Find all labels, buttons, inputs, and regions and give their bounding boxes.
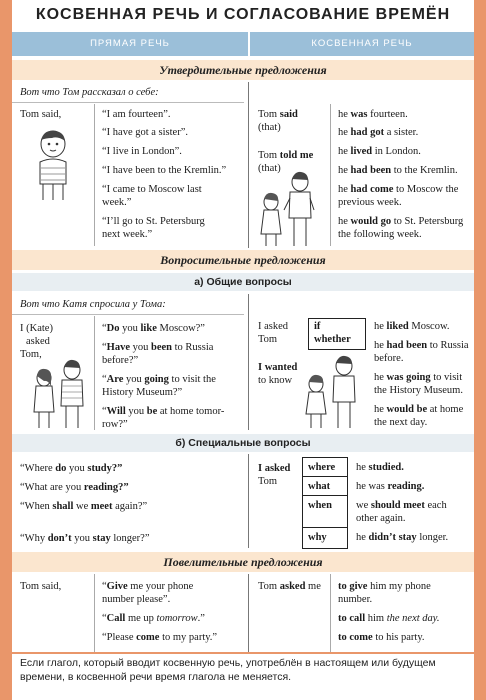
aux: Are: [106, 374, 124, 385]
subheader-general: а) Общие вопросы: [12, 273, 474, 291]
verb: going: [144, 374, 169, 385]
direct-sentence: “I live in London”.: [102, 146, 182, 157]
boy-illustration: [30, 128, 76, 202]
aux: Do: [106, 323, 120, 334]
quote: “: [102, 613, 107, 624]
rest: longer?”: [113, 533, 150, 544]
column-header-indirect: КОСВЕННАЯ РЕЧЬ: [250, 32, 474, 56]
reporting-phrase: to know: [258, 375, 293, 386]
verb: be: [146, 406, 158, 417]
rest: to Moscow the: [396, 184, 459, 195]
rest: to the Kremlin.: [393, 165, 458, 176]
subject: we: [76, 501, 89, 512]
subject: you: [128, 406, 145, 417]
infinitive: to give: [338, 581, 368, 592]
divider: [302, 495, 347, 496]
rest: in London.: [374, 146, 421, 157]
rest: fourteen.: [370, 109, 408, 120]
infinitive: to come: [338, 632, 373, 643]
verb: had come: [350, 184, 394, 195]
kids-illustration: [302, 352, 364, 430]
section-header-affirmative: Утвердительные предложения: [12, 60, 474, 80]
wh-word: where: [308, 462, 336, 473]
speaker-label: I (Kate): [20, 323, 53, 334]
pronoun: he: [338, 146, 348, 157]
rest: him: [367, 613, 385, 624]
verb: study?”: [87, 463, 123, 474]
pronoun: he: [338, 184, 348, 195]
verb: reading.: [387, 481, 425, 492]
subject: you: [126, 374, 142, 385]
rest: number please”.: [102, 594, 171, 605]
quote: “: [102, 342, 107, 353]
rest: at home tomor-: [159, 406, 225, 417]
rest: longer.: [419, 532, 449, 543]
direct-sentence: week.”: [102, 197, 132, 208]
rest: before.: [374, 353, 404, 364]
verb: like: [140, 323, 157, 334]
column-divider: [248, 82, 249, 248]
reporting-phrase: I asked: [258, 463, 291, 474]
direct-sentence: “I have got a sister”.: [102, 127, 189, 138]
wh-word: when: [308, 500, 332, 511]
wh-word: why: [308, 532, 327, 543]
rest: the next day.: [374, 417, 428, 428]
aux: do: [55, 463, 67, 474]
time-word: the next day.: [386, 613, 440, 624]
section-header-questions: Вопросительные предложения: [12, 250, 474, 270]
time-word: tomorrow: [156, 613, 198, 624]
pronoun: he: [338, 216, 348, 227]
infinitive: to call: [338, 613, 366, 624]
column-header-direct: ПРЯМАЯ РЕЧЬ: [12, 32, 248, 56]
direct-sentence: “I’ll go to St. Petersburg: [102, 216, 205, 227]
rest: History Museum?”: [102, 387, 183, 398]
wh-word: “When: [20, 501, 50, 512]
pronoun: he: [374, 404, 384, 415]
rest: number.: [338, 594, 373, 605]
verb: reading?”: [83, 482, 129, 493]
rest: to visit: [433, 372, 463, 383]
rest: to my party.”: [162, 632, 218, 643]
rest: Moscow?”: [159, 323, 205, 334]
verb: stay: [92, 533, 111, 544]
verb: was: [350, 109, 368, 120]
reporting-phrase: Tom: [258, 334, 278, 345]
pronoun: he: [338, 165, 348, 176]
pronoun: he: [374, 340, 384, 351]
verb: lived: [350, 146, 373, 157]
subject: Tom: [258, 109, 278, 120]
rest: to visit the: [171, 374, 216, 385]
subject: you: [74, 533, 91, 544]
connector: (that): [258, 122, 281, 133]
pronoun: he was: [356, 481, 385, 492]
direct-sentence: next week.”: [102, 229, 153, 240]
verb: been: [151, 342, 172, 353]
verb: had been: [350, 165, 392, 176]
aux: Have: [106, 342, 130, 353]
rest: each: [427, 500, 447, 511]
rest: Moscow.: [411, 321, 450, 332]
verb: didn’t stay: [368, 532, 417, 543]
rest: me up: [127, 613, 154, 624]
direct-sentence: “I am fourteen”.: [102, 109, 171, 120]
reporting-phrase: I asked: [258, 321, 289, 332]
conjunction: whether: [314, 334, 351, 345]
rest: to his party.: [375, 632, 425, 643]
reporting-verb: told me: [279, 150, 314, 161]
pronoun: he: [338, 127, 348, 138]
divider: [12, 652, 474, 654]
wh-word: “Why: [20, 533, 46, 544]
rest: the History Museum.: [374, 385, 463, 396]
quote: “: [102, 374, 107, 385]
rest: “Please: [102, 632, 134, 643]
verb: would go: [350, 216, 392, 227]
pronoun: he: [338, 109, 348, 120]
rest: other again.: [356, 513, 406, 524]
speaker-label: Tom,: [20, 349, 42, 360]
aux: shall: [52, 501, 74, 512]
page-title: КОСВЕННАЯ РЕЧЬ И СОГЛАСОВАНИЕ ВРЕМЁН: [35, 6, 451, 23]
divider: [12, 314, 244, 315]
divider: [94, 104, 95, 246]
divider: [302, 476, 347, 477]
subject: you: [132, 342, 149, 353]
aux: Will: [106, 406, 126, 417]
reporting-phrase: I wanted: [258, 362, 298, 373]
speaker-label: Tom said,: [20, 581, 62, 592]
wh-word: what: [308, 481, 331, 492]
divider: [330, 574, 331, 652]
rest: again?”: [115, 501, 148, 512]
pronoun: he: [374, 321, 384, 332]
verb: would be: [386, 404, 428, 415]
column-divider: [248, 574, 249, 652]
kids-illustration: [26, 356, 92, 430]
verb: had got: [350, 127, 385, 138]
rest: the following week.: [338, 229, 422, 240]
section-header-imperative: Повелительные предложения: [12, 552, 474, 572]
rest: previous week.: [338, 197, 402, 208]
divider: [302, 527, 347, 528]
footer-line: Если глагол, который вводит косвенную речь, употреблён в настоящем или будущем: [20, 657, 436, 669]
verb: Call: [106, 613, 126, 624]
section-intro: Вот что Том рассказал о себе:: [20, 87, 159, 98]
quote: “: [102, 406, 107, 417]
verb: meet: [90, 501, 113, 512]
object: me: [308, 581, 321, 592]
quote: “: [102, 323, 107, 334]
rest: before?”: [102, 355, 139, 366]
rest: at home: [429, 404, 464, 415]
subject: you: [68, 463, 85, 474]
footer-line: времени, в косвенной речи время глагола не меняется.: [20, 671, 292, 683]
verb: come: [136, 632, 160, 643]
reporting-verb: asked: [279, 581, 306, 592]
pronoun: he: [374, 372, 384, 383]
pronoun: he: [356, 532, 366, 543]
reporting-phrase: Tom: [258, 476, 278, 487]
footer-note: [20, 656, 470, 684]
pronoun: we: [356, 500, 369, 511]
speaker-label: asked: [26, 336, 50, 347]
verb: was going: [386, 372, 431, 383]
subject: Tom: [258, 581, 278, 592]
poster: [12, 0, 474, 700]
pronoun: he: [356, 462, 366, 473]
speaker-label: Tom said,: [20, 109, 62, 120]
verb: should meet: [370, 500, 425, 511]
rest: him my phone: [370, 581, 431, 592]
rest: “What are you: [20, 482, 82, 493]
rest: to St. Petersburg: [393, 216, 464, 227]
direct-sentence: “I have been to the Kremlin.”: [102, 165, 227, 176]
verb: Give: [106, 581, 128, 592]
divider: [94, 316, 95, 430]
column-divider: [248, 294, 249, 430]
divider: [12, 102, 244, 103]
rest: a sister.: [386, 127, 419, 138]
section-intro: Вот что Катя спросила у Тома:: [20, 299, 166, 310]
divider: [94, 574, 95, 652]
rest: to Russia: [429, 340, 469, 351]
quote: “: [102, 581, 107, 592]
direct-sentence: “I came to Moscow last: [102, 184, 202, 195]
verb: studied.: [368, 462, 404, 473]
subheader-special: б) Специальные вопросы: [12, 434, 474, 452]
wh-word: “Where: [20, 463, 53, 474]
verb: liked: [386, 321, 409, 332]
aux: don’t: [47, 533, 72, 544]
rest: to Russia: [174, 342, 214, 353]
subject: you: [122, 323, 138, 334]
subject: Tom: [258, 150, 278, 161]
divider: [330, 104, 331, 246]
rest: row?”: [102, 419, 128, 430]
quote: .”: [197, 613, 205, 624]
conjunction: if: [314, 321, 321, 332]
reporting-verb: said: [279, 109, 298, 120]
column-divider: [248, 454, 249, 548]
connector: (that): [258, 163, 281, 174]
rest: me your phone: [130, 581, 194, 592]
kids-illustration: [256, 168, 326, 248]
verb: had been: [386, 340, 428, 351]
